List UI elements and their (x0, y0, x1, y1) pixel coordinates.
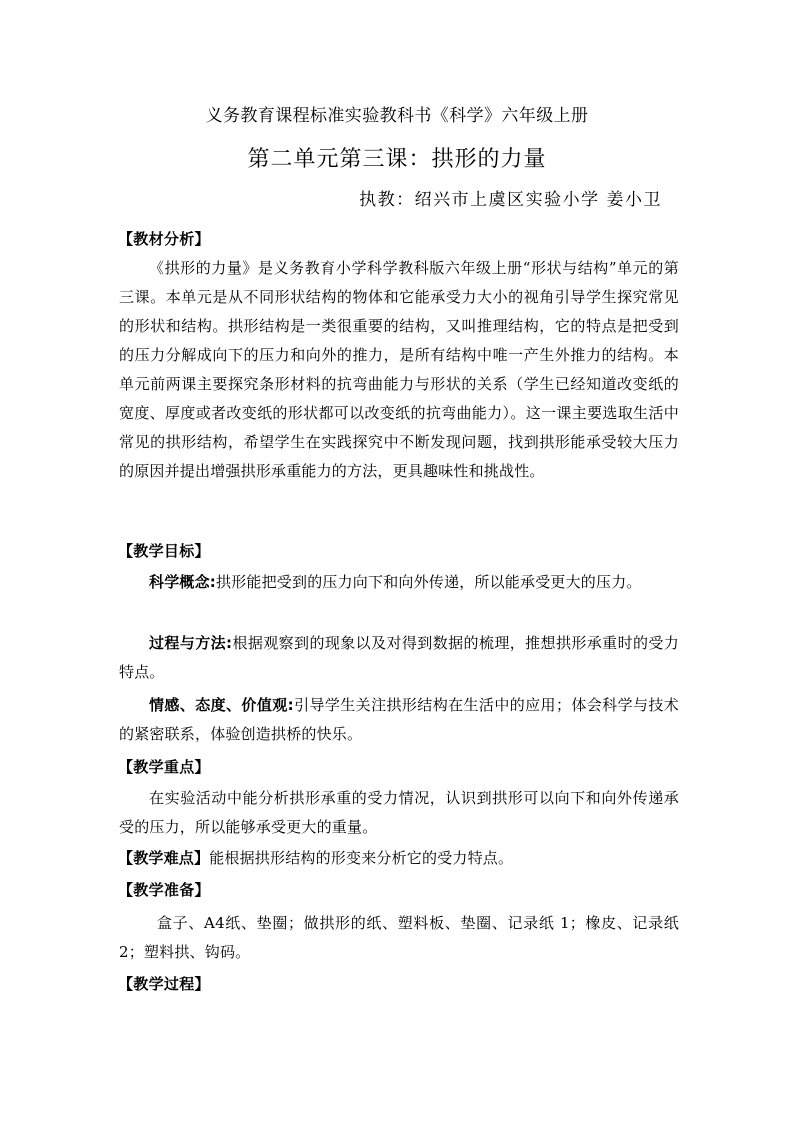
goal-item-attitude (119, 691, 679, 749)
section-heading-preparation: 【教学准备】 (118, 881, 210, 899)
difficulties-text: 能根据拱形结构的形变来分析它的受力特点。 (209, 849, 514, 867)
goal-item-process (119, 629, 679, 687)
section-heading-key-points: 【教学重点】 (118, 758, 210, 776)
goal-label-attitude: 情感、态度、价值观: (149, 696, 294, 714)
goal-text-attitude: 引导学生关注拱形结构在生活中的应用；体会科学与技术的紧密联系，体验创造拱桥的快乐。 (119, 696, 679, 743)
key-points-paragraph: 在实验活动中能分析拱形承重的受力情况，认识到拱形可以向下和向外传递承受的压力，所以能够承受更大的重量。 (119, 789, 679, 836)
teacher-line: 执教：绍兴市上虞区实验小学 姜小卫 (359, 190, 662, 210)
goal-text-concept: 拱形能把受到的压力向下和向外传递，所以能承受更大的压力。 (216, 573, 642, 591)
goal-text-process: 根据观察到的现象以及对得到数据的梳理，推想拱形承重时的受力特点。 (119, 634, 679, 681)
goal-label-concept: 科学概念: (149, 573, 216, 591)
difficulties-line (118, 845, 513, 871)
lesson-title: 第二单元第三课：拱形的力量 (247, 147, 547, 172)
preparation-paragraph: 盒子、A4纸、垫圈；做拱形的纸、塑料板、垫圈、记录纸 1；橡皮、记录纸 2；塑料拱、钩码。 (119, 914, 679, 961)
section-heading-difficulties: 【教学难点】 (118, 849, 210, 867)
analysis-paragraph: 《拱形的力量》是义务教育小学科学教科版六年级上册“形状与结构”单元的第三课。本单元是从不同形状结构的物体和它能承受力大小的视角引导学生探究常见的形状和结构。拱形结构是一类很重要的结构，又叫推理结构，它的特点是把受到的压力分解成向下的压力和向外的推力，是所有结构中唯一产生外推力的结构。本单元前两课主要探究条形材料的抗弯曲能力与形状的关系（学生已经知道改变纸的宽度、厚度或者改变纸的形状都可以改变纸的抗弯曲能力）。这一课主要选取生活中常见的拱形结构，希望学生在实践探究中不断发现问题，找到拱形能承受较大压力的原因并提出增强拱形承重能力的方法，更具趣味性和挑战性。 (119, 259, 679, 480)
document-header: 义务教育课程标准实验教科书《科学》六年级上册 (205, 106, 589, 126)
goal-item-concept (119, 568, 679, 597)
section-heading-goals: 【教学目标】 (118, 542, 210, 560)
section-heading-analysis: 【教材分析】 (118, 230, 210, 248)
section-heading-process: 【教学过程】 (118, 975, 210, 993)
goal-label-process: 过程与方法: (149, 634, 233, 652)
